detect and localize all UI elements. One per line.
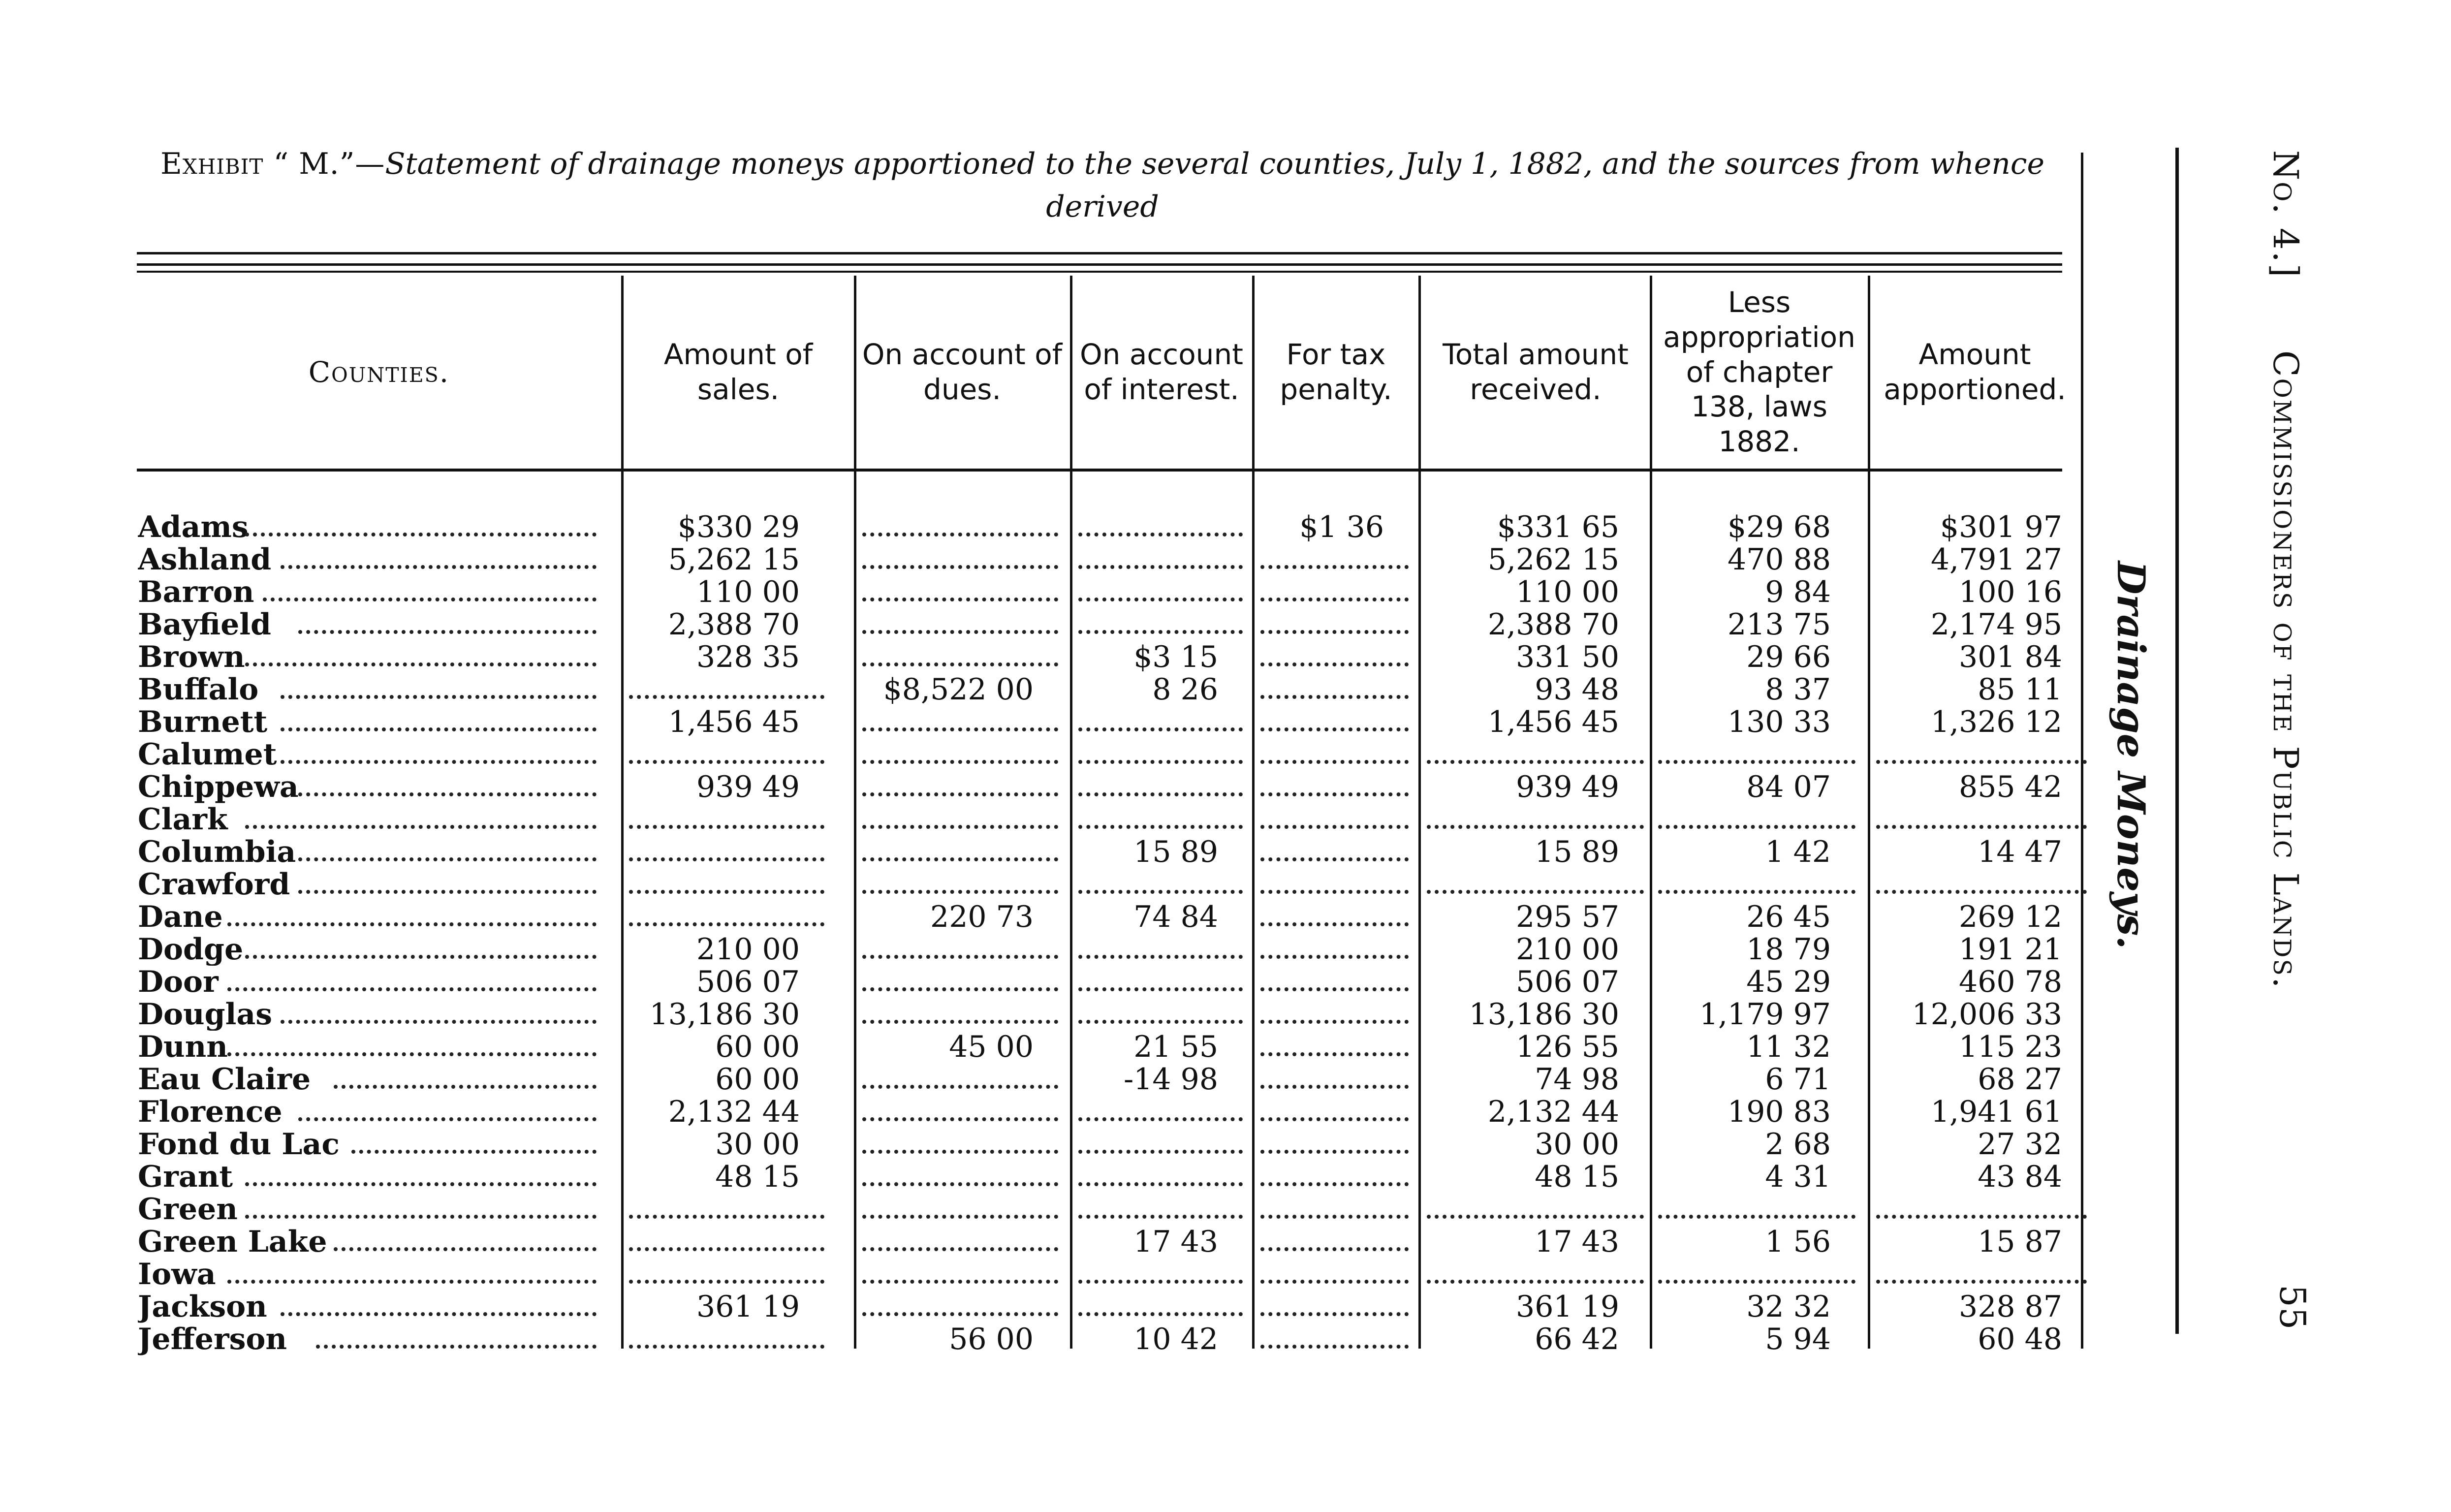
dues-empty-leader <box>862 890 1058 894</box>
total-value: 210 00 <box>1516 933 1619 966</box>
apportioned-value: 460 78 <box>1959 966 2062 998</box>
penalty-empty-leader <box>1260 1312 1409 1316</box>
total-value: 5,262 15 <box>1487 543 1619 576</box>
less-empty-leader <box>1658 890 1855 894</box>
top-rule-3 <box>137 271 2062 273</box>
sales-value: 60 00 <box>715 1031 800 1063</box>
total-value: 66 42 <box>1535 1323 1619 1355</box>
apportioned-value: 191 21 <box>1959 933 2062 966</box>
table-row <box>137 641 2071 673</box>
header-less-appropriation: Less appropriation of chapter 138, laws 1882. <box>1663 285 1855 459</box>
less-value: 6 71 <box>1765 1063 1831 1096</box>
interest-empty-leader <box>1078 1117 1243 1121</box>
sales-empty-leader <box>629 1215 824 1219</box>
county-name: Dane <box>138 901 223 933</box>
table-row <box>137 1031 2071 1063</box>
total-value: 2,388 70 <box>1487 608 1619 641</box>
dues-empty-leader <box>862 825 1058 829</box>
table-row <box>137 576 2071 608</box>
table-right-border <box>2081 153 2083 1349</box>
less-value: 130 33 <box>1728 706 1831 738</box>
sales-empty-leader <box>629 922 824 926</box>
less-value: 5 94 <box>1765 1323 1831 1355</box>
table-row <box>137 1128 2071 1161</box>
table-body <box>137 511 2071 1355</box>
penalty-empty-leader <box>1260 922 1409 926</box>
total-value: 17 43 <box>1535 1226 1619 1258</box>
less-empty-leader <box>1658 1215 1855 1219</box>
sales-empty-leader <box>629 1247 824 1251</box>
dues-empty-leader <box>862 662 1058 666</box>
sales-value: 110 00 <box>696 576 800 608</box>
apportioned-empty-leader <box>1876 1215 2087 1219</box>
county-name: Bayfield <box>138 608 271 641</box>
leader-dots <box>245 1215 597 1219</box>
less-value: 45 29 <box>1746 966 1831 998</box>
total-value: $331 65 <box>1497 511 1619 543</box>
total-value: 30 00 <box>1535 1128 1619 1161</box>
county-name: Barron <box>138 576 254 608</box>
exhibit-label: Exhibit “ M.”— <box>160 147 385 181</box>
leader-dots <box>298 890 597 894</box>
sales-value: $330 29 <box>677 511 800 543</box>
interest-empty-leader <box>1078 890 1243 894</box>
dues-empty-leader <box>862 987 1058 991</box>
less-empty-leader <box>1658 760 1855 764</box>
county-name: Dunn <box>138 1031 228 1063</box>
apportioned-value: 1,941 61 <box>1930 1096 2062 1128</box>
less-value: 470 88 <box>1728 543 1831 576</box>
interest-empty-leader <box>1078 630 1243 634</box>
less-value: $29 68 <box>1728 511 1831 543</box>
county-name: Columbia <box>138 836 296 868</box>
dues-value: 56 00 <box>949 1323 1034 1355</box>
county-name: Crawford <box>138 868 290 901</box>
interest-empty-leader <box>1078 825 1243 829</box>
less-value: 2 68 <box>1765 1128 1831 1161</box>
dues-value: 220 73 <box>930 901 1034 933</box>
table-row <box>137 511 2071 543</box>
table-row <box>137 1161 2071 1193</box>
dues-empty-leader <box>862 533 1058 536</box>
section-title: Drainage Moneys. <box>2108 561 2153 949</box>
interest-empty-leader <box>1078 1020 1243 1024</box>
apportioned-value: 100 16 <box>1959 576 2062 608</box>
dues-empty-leader <box>862 857 1058 861</box>
county-name: Dodge <box>138 933 244 966</box>
interest-empty-leader <box>1078 533 1243 536</box>
total-value: 506 07 <box>1516 966 1619 998</box>
total-value: 331 50 <box>1516 641 1619 673</box>
sales-empty-leader <box>629 695 824 699</box>
total-value: 2,132 44 <box>1487 1096 1619 1128</box>
leader-dots <box>281 565 597 569</box>
dues-empty-leader <box>862 1280 1058 1284</box>
sales-value: 13,186 30 <box>649 998 800 1031</box>
header-amount-apportioned: Amount apportioned. <box>1884 338 2066 406</box>
interest-value: 15 89 <box>1133 836 1218 868</box>
apportioned-value: 4,791 27 <box>1930 543 2062 576</box>
county-name: Jefferson <box>138 1323 287 1355</box>
leader-dots <box>281 1312 597 1316</box>
less-value: 190 83 <box>1728 1096 1831 1128</box>
apportioned-value: 15 87 <box>1978 1226 2062 1258</box>
dues-empty-leader <box>862 630 1058 634</box>
leader-dots <box>245 533 597 536</box>
dues-empty-leader <box>862 760 1058 764</box>
penalty-empty-leader <box>1260 630 1409 634</box>
apportioned-value: 60 48 <box>1978 1323 2062 1355</box>
total-empty-leader <box>1427 1280 1644 1284</box>
table-row <box>137 543 2071 576</box>
dues-empty-leader <box>862 1085 1058 1089</box>
apportioned-value: 328 87 <box>1959 1291 2062 1323</box>
leader-dots <box>263 598 597 601</box>
interest-empty-leader <box>1078 955 1243 959</box>
penalty-empty-leader <box>1260 857 1409 861</box>
total-value: 110 00 <box>1516 576 1619 608</box>
interest-value: 74 84 <box>1133 901 1218 933</box>
less-value: 8 37 <box>1765 673 1831 706</box>
interest-empty-leader <box>1078 1182 1243 1186</box>
table-row <box>137 771 2071 803</box>
apportioned-value: 27 32 <box>1978 1128 2062 1161</box>
penalty-empty-leader <box>1260 890 1409 894</box>
penalty-empty-leader <box>1260 662 1409 666</box>
interest-value: 21 55 <box>1133 1031 1218 1063</box>
penalty-empty-leader <box>1260 1182 1409 1186</box>
less-value: 1 56 <box>1765 1226 1831 1258</box>
exhibit-description: Statement of drainage moneys apportioned to the several counties, July 1, 1882, and the sources from whence derived <box>385 147 2044 224</box>
table-row <box>137 868 2071 901</box>
total-empty-leader <box>1427 890 1644 894</box>
less-value: 18 79 <box>1746 933 1831 966</box>
sales-value: 2,388 70 <box>668 608 800 641</box>
total-value: 361 19 <box>1516 1291 1619 1323</box>
sales-value: 939 49 <box>696 771 800 803</box>
interest-empty-leader <box>1078 1215 1243 1219</box>
leader-dots <box>281 760 597 764</box>
total-value: 74 98 <box>1535 1063 1619 1096</box>
header-for-tax-penalty: For tax penalty. <box>1280 338 1392 406</box>
less-value: 4 31 <box>1765 1161 1831 1193</box>
penalty-empty-leader <box>1260 695 1409 699</box>
table-row <box>137 1096 2071 1128</box>
interest-empty-leader <box>1078 792 1243 796</box>
apportioned-empty-leader <box>1876 825 2087 829</box>
leader-dots <box>245 825 597 829</box>
header-on-account-of-interest: On account of interest. <box>1080 338 1243 406</box>
table-row <box>137 901 2071 933</box>
apportioned-empty-leader <box>1876 1280 2087 1284</box>
interest-empty-leader <box>1078 987 1243 991</box>
county-name: Buffalo <box>138 673 259 706</box>
leader-dots <box>281 727 597 731</box>
table-row <box>137 1063 2071 1096</box>
page-number: 55 <box>2272 1285 2313 1330</box>
table-row <box>137 1226 2071 1258</box>
apportioned-value: 1,326 12 <box>1930 706 2062 738</box>
header-on-account-of-dues: On account of dues. <box>862 338 1063 406</box>
sales-empty-leader <box>629 890 824 894</box>
table-row <box>137 673 2071 706</box>
apportioned-value: 85 11 <box>1978 673 2062 706</box>
penalty-empty-leader <box>1260 987 1409 991</box>
sales-value: 361 19 <box>696 1291 800 1323</box>
county-name: Calumet <box>138 738 277 771</box>
dues-value: $8,522 00 <box>883 673 1034 706</box>
total-value: 48 15 <box>1535 1161 1619 1193</box>
less-value: 11 32 <box>1746 1031 1831 1063</box>
apportioned-value: 12,006 33 <box>1912 998 2062 1031</box>
apportioned-value: 14 47 <box>1978 836 2062 868</box>
dues-empty-leader <box>862 727 1058 731</box>
total-empty-leader <box>1427 760 1644 764</box>
penalty-empty-leader <box>1260 1280 1409 1284</box>
apportioned-empty-leader <box>1876 890 2087 894</box>
county-name: Burnett <box>138 706 268 738</box>
leader-dots <box>281 1020 597 1024</box>
sales-value: 5,262 15 <box>668 543 800 576</box>
total-empty-leader <box>1427 1215 1644 1219</box>
penalty-empty-leader <box>1260 1117 1409 1121</box>
county-name: Door <box>138 966 219 998</box>
county-name: Grant <box>138 1161 233 1193</box>
header-amount-of-sales: Amount of sales. <box>663 338 813 406</box>
apportioned-value: $301 97 <box>1940 511 2062 543</box>
interest-empty-leader <box>1078 760 1243 764</box>
leader-dots <box>298 792 597 796</box>
leader-dots <box>334 1247 597 1251</box>
interest-empty-leader <box>1078 1150 1243 1154</box>
county-name: Eau Claire <box>138 1063 311 1096</box>
dues-empty-leader <box>862 565 1058 569</box>
total-value: 1,456 45 <box>1487 706 1619 738</box>
penalty-empty-leader <box>1260 1020 1409 1024</box>
penalty-empty-leader <box>1260 1150 1409 1154</box>
penalty-empty-leader <box>1260 565 1409 569</box>
sales-value: 2,132 44 <box>668 1096 800 1128</box>
exhibit-title <box>138 143 2067 228</box>
county-name: Iowa <box>138 1258 216 1291</box>
apportioned-value: 115 23 <box>1959 1031 2062 1063</box>
leader-dots <box>351 1150 597 1154</box>
sales-empty-leader <box>629 760 824 764</box>
less-empty-leader <box>1658 825 1855 829</box>
table-row <box>137 1291 2071 1323</box>
total-value: 15 89 <box>1535 836 1619 868</box>
table-row <box>137 608 2071 641</box>
sales-value: 60 00 <box>715 1063 800 1096</box>
top-rule-2 <box>137 263 2062 266</box>
penalty-empty-leader <box>1260 1085 1409 1089</box>
apportioned-value: 269 12 <box>1959 901 2062 933</box>
apportioned-value: 68 27 <box>1978 1063 2062 1096</box>
sales-empty-leader <box>629 825 824 829</box>
top-rule-1 <box>137 252 2062 254</box>
total-value: 939 49 <box>1516 771 1619 803</box>
less-value: 84 07 <box>1746 771 1831 803</box>
total-value: 295 57 <box>1516 901 1619 933</box>
dues-empty-leader <box>862 792 1058 796</box>
dues-value: 45 00 <box>949 1031 1034 1063</box>
penalty-empty-leader <box>1260 760 1409 764</box>
leader-dots <box>227 922 597 926</box>
header-total-amount-received: Total amount received. <box>1443 338 1629 406</box>
margin-rule <box>2175 148 2179 1334</box>
penalty-empty-leader <box>1260 1052 1409 1056</box>
less-value: 1 42 <box>1765 836 1831 868</box>
sales-value: 210 00 <box>696 933 800 966</box>
county-name: Ashland <box>138 543 272 576</box>
table-row <box>137 836 2071 868</box>
table-row <box>137 1258 2071 1291</box>
penalty-value: $1 36 <box>1299 511 1384 543</box>
interest-empty-leader <box>1078 598 1243 601</box>
apportioned-empty-leader <box>1876 760 2087 764</box>
less-value: 1,179 97 <box>1699 998 1831 1031</box>
penalty-empty-leader <box>1260 792 1409 796</box>
county-name: Green Lake <box>138 1226 327 1258</box>
interest-empty-leader <box>1078 1280 1243 1284</box>
header-rule <box>137 469 2062 472</box>
dues-empty-leader <box>862 1150 1058 1154</box>
table-row <box>137 933 2071 966</box>
county-name: Douglas <box>138 998 273 1031</box>
less-value: 213 75 <box>1728 608 1831 641</box>
dues-empty-leader <box>862 598 1058 601</box>
table-row <box>137 706 2071 738</box>
leader-dots <box>227 987 597 991</box>
sales-value: 30 00 <box>715 1128 800 1161</box>
leader-dots <box>298 1117 597 1121</box>
interest-value: -14 98 <box>1123 1063 1218 1096</box>
total-value: 13,186 30 <box>1469 998 1619 1031</box>
leader-dots <box>298 630 597 634</box>
penalty-empty-leader <box>1260 727 1409 731</box>
total-empty-leader <box>1427 825 1644 829</box>
apportioned-value: 2,174 95 <box>1930 608 2062 641</box>
county-name: Brown <box>138 641 245 673</box>
sales-empty-leader <box>629 857 824 861</box>
penalty-empty-leader <box>1260 955 1409 959</box>
interest-empty-leader <box>1078 727 1243 731</box>
table-row <box>137 1193 2071 1226</box>
county-name: Jackson <box>138 1291 267 1323</box>
leader-dots <box>245 662 597 666</box>
leader-dots <box>316 1345 597 1349</box>
leader-dots <box>245 1182 597 1186</box>
county-name: Adams <box>138 511 249 543</box>
interest-empty-leader <box>1078 1312 1243 1316</box>
penalty-empty-leader <box>1260 1345 1409 1349</box>
table-row <box>137 1323 2071 1355</box>
less-value: 29 66 <box>1746 641 1831 673</box>
interest-value: 8 26 <box>1152 673 1218 706</box>
interest-value: 10 42 <box>1133 1323 1218 1355</box>
county-name: Fond du Lac <box>138 1128 340 1161</box>
dues-empty-leader <box>862 1182 1058 1186</box>
leader-dots <box>245 955 597 959</box>
header-counties: Counties. <box>308 355 450 389</box>
less-value: 26 45 <box>1746 901 1831 933</box>
leader-dots <box>227 1052 597 1056</box>
less-value: 9 84 <box>1765 576 1831 608</box>
penalty-empty-leader <box>1260 825 1409 829</box>
sales-empty-leader <box>629 1280 824 1284</box>
apportioned-value: 43 84 <box>1978 1161 2062 1193</box>
table-row <box>137 738 2071 771</box>
leader-dots <box>298 857 597 861</box>
sales-empty-leader <box>629 1345 824 1349</box>
total-value: 93 48 <box>1535 673 1619 706</box>
penalty-empty-leader <box>1260 598 1409 601</box>
leader-dots <box>227 1280 597 1284</box>
interest-value: $3 15 <box>1133 641 1218 673</box>
sales-value: 1,456 45 <box>668 706 800 738</box>
penalty-empty-leader <box>1260 1247 1409 1251</box>
sales-value: 328 35 <box>696 641 800 673</box>
less-value: 32 32 <box>1746 1291 1831 1323</box>
county-name: Green <box>138 1193 238 1226</box>
interest-empty-leader <box>1078 565 1243 569</box>
sales-value: 48 15 <box>715 1161 800 1193</box>
county-name: Clark <box>138 803 228 836</box>
dues-empty-leader <box>862 1117 1058 1121</box>
dues-empty-leader <box>862 1215 1058 1219</box>
leader-dots <box>281 695 597 699</box>
county-name: Florence <box>138 1096 283 1128</box>
apportioned-value: 855 42 <box>1959 771 2062 803</box>
county-name: Chippewa <box>138 771 299 803</box>
total-value: 126 55 <box>1516 1031 1619 1063</box>
running-head: No. 4.] Commissioners of the Public Lands. <box>2265 150 2306 990</box>
less-empty-leader <box>1658 1280 1855 1284</box>
table-row <box>137 966 2071 998</box>
sales-value: 506 07 <box>696 966 800 998</box>
table-row <box>137 998 2071 1031</box>
dues-empty-leader <box>862 1020 1058 1024</box>
dues-empty-leader <box>862 955 1058 959</box>
apportioned-value: 301 84 <box>1959 641 2062 673</box>
dues-empty-leader <box>862 1247 1058 1251</box>
interest-value: 17 43 <box>1133 1226 1218 1258</box>
table-row <box>137 803 2071 836</box>
leader-dots <box>334 1085 597 1089</box>
dues-empty-leader <box>862 1312 1058 1316</box>
penalty-empty-leader <box>1260 1215 1409 1219</box>
